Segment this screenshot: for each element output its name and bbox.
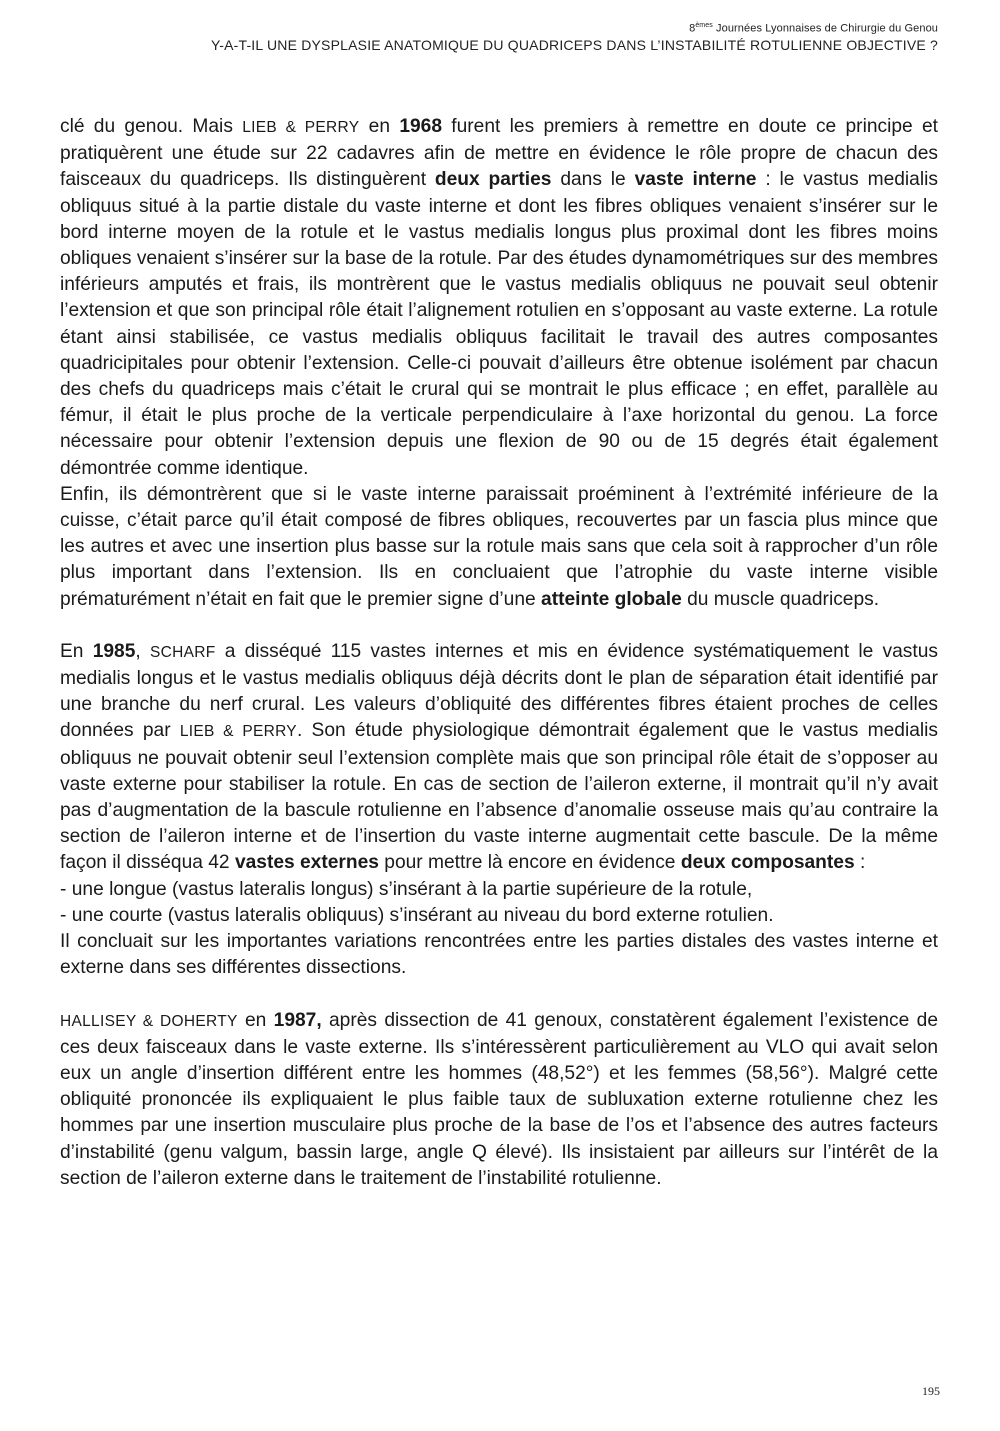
list-item: - une longue (vastus lateralis longus) s’insérant à la partie supérieure de la rotule, xyxy=(60,878,753,900)
year-highlight: 1968 xyxy=(399,116,442,137)
text-run: du muscle quadriceps. xyxy=(681,588,880,610)
text-run: , xyxy=(135,640,150,662)
text-run: Enfin, ils démontrèrent que si le vaste interne paraissait proéminent à l’extrémité inférieure de la cuisse, c’était parce qu’il était composé de fibres obliques, recouvertes par un fascia plus mince que les autres et avec une insertion plus basse sur la rotule mais sans que cela soit à rapprocher d’un rôle plus important dans l’extension. Ils en concluaient que l’atrophie du vaste interne visible prématurément n’était en fait que le premier signe d’une xyxy=(60,483,938,610)
text-run: En xyxy=(60,640,93,662)
text-run: dans le xyxy=(551,169,635,191)
paragraph-hallisey-doherty xyxy=(60,1008,938,1192)
year-highlight: 1985 xyxy=(92,640,136,662)
conference-number: 8 xyxy=(689,22,696,35)
paragraph-lieb-perry xyxy=(60,114,938,482)
conference-title: Journées Lyonnaises de Chirurgie du Genou xyxy=(712,22,938,35)
text-run: : le vastus medialis obliquus situé à la partie distale du vaste interne et dont les fibres obliques venaient s’insérer sur le bord interne moyen de la rotule et le vastus medialis longus plus proximal dont les fibres moins obliques venaient s’insérer sur la base de la rotule. Par des études dynamométriques sur des membres inférieurs amputés et frais, ils montrèrent que le vastus medialis obliquus ne pouvait seul obtenir l’extension et que son principal rôle était l’alignement rotulien en s’opposant au vaste externe. La rotule étant ainsi stabilisée, ce vastus medialis obliquus facilitait le travail des autres composantes quadricipitales pour obtenir l’extension. Celle-ci pouvait d’ailleurs être obtenue isolément par chacun des chefs du quadriceps mais c’était le crural qui se montrait le plus efficace ; en effet, parallèle au fémur, il était le plus proche de la verticale perpendiculaire à l’axe horizontal du genou. La force nécessaire pour obtenir l’extension depuis une flexion de 90 ou de 15 degrés était également démontrée comme identique. xyxy=(60,169,938,479)
conference-name xyxy=(211,22,938,35)
page-number: 195 xyxy=(922,1384,940,1398)
author-names: SCHARF xyxy=(149,643,216,661)
bold-term: deux composantes xyxy=(680,852,855,874)
text-run: : xyxy=(854,852,866,874)
bold-term: vastes externes xyxy=(234,852,379,874)
year-highlight: 1987, xyxy=(273,1009,322,1031)
author-names: HALLISEY & DOHERTY xyxy=(60,1012,238,1030)
text-run: furent les premiers à remettre en doute ce principe et pratiquèrent une étude sur 22 cadavres afin de mettre en évidence le rôle propre de chacun des faisceaux du quadriceps. Ils distinguèrent xyxy=(60,116,938,191)
bold-term: vaste interne xyxy=(634,169,757,191)
conference-ordinal: èmes xyxy=(695,22,713,29)
text-run: Il concluait sur les importantes variations rencontrées entre les parties distales des vastes interne et externe dans ses différentes dissections. xyxy=(60,931,938,979)
text-run: pour mettre là encore en évidence xyxy=(378,852,681,874)
author-names: LIEB & PERRY xyxy=(179,723,297,741)
text-run: après dissection de 41 genoux, constatèrent également l’existence de ces deux faisceaux dans le vaste externe. Ils s’intéressèrent particulièrement au VLO qui avait selon eux un angle d’insertion différent entre les hommes (48,52°) et les femmes (58,56°). Malgré cette obliquité prononcée ils expliquaient le plus faible taux de subluxation externe rotulienne chez les hommes par une insertion musculaire plus proche de la base de l’os et l’absence des autres facteurs d’instabilité (genu valgum, bassin large, angle Q élevé). Ils insistaient par ailleurs sur l’intérêt de la section de l’aileron externe dans le traitement de l’instabilité rotulienne. xyxy=(60,1009,938,1189)
list-item: - une courte (vastus lateralis obliquus) s’insérant au niveau du bord externe rotulien. xyxy=(60,904,774,926)
text-run: clé du genou. Mais xyxy=(60,116,243,137)
paragraph-enfin xyxy=(60,482,938,613)
text-run: . Son étude physiologique démontrait également que le vastus medialis obliquus ne pouvait obtenir seul l’extension complète mais que son principal rôle était de s’opposer au vaste externe pour stabiliser la rotule. En cas de section de l’aileron externe, il montrait qu’il n’y avait pas d’augmentation de la bascule rotulienne en l’absence d’anomalie osseuse mais qu’au contraire la section de l’aileron interne et de l’insertion du vaste interne augmentait cette bascule. De la même façon il disséqua 42 xyxy=(60,720,939,874)
author-names: LIEB & PERRY xyxy=(242,119,360,136)
text-run: a disséqué 115 vastes internes et mis en évidence systématiquement le vastus medialis longus et le vastus medialis obliquus déjà décrits dont le plan de séparation était identifié par une branche du nerf crural. Les valeurs d’obliquité des différentes fibres étaient proches de celles données par xyxy=(60,640,938,742)
bold-term: atteinte globale xyxy=(541,588,682,610)
text-run: en xyxy=(237,1009,274,1031)
chapter-title: Y-A-T-IL UNE DYSPLASIE ANATOMIQUE DU QUADRICEPS DANS L’INSTABILITÉ ROTULIENNE OBJECTIVE ? xyxy=(210,36,938,53)
text-run: en xyxy=(359,116,400,137)
paragraph-scharf xyxy=(60,639,938,982)
article-body xyxy=(60,114,938,1218)
bold-term: deux parties xyxy=(434,169,552,191)
running-header xyxy=(211,22,938,53)
